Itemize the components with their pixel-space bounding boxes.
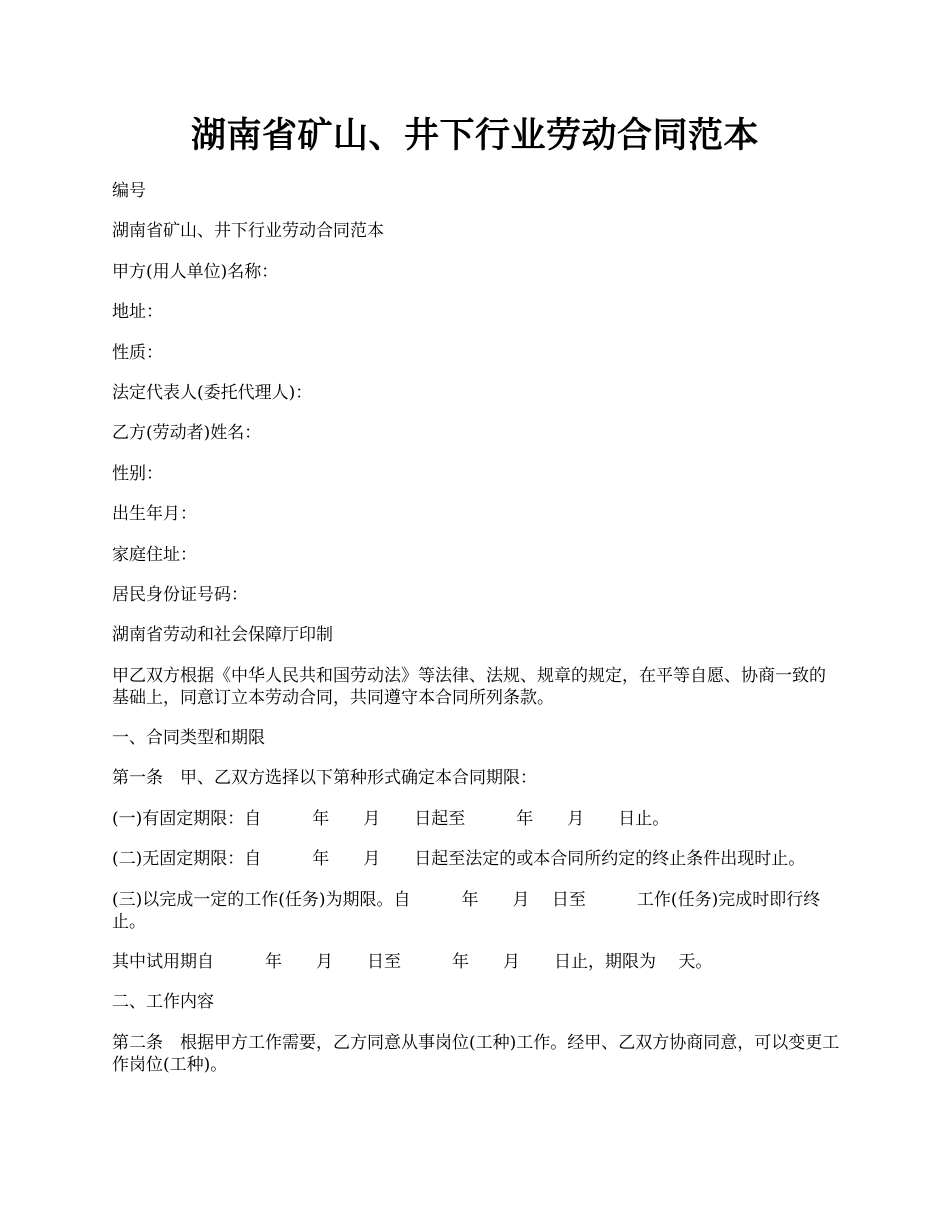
birth-date-field: 出生年月：: [112, 504, 197, 525]
serial-number-label: 编号: [112, 181, 146, 201]
article-1: 第一条 甲、乙双方选择以下第种形式确定本合同期限：: [112, 768, 537, 789]
section-heading-work-content: 二、工作内容: [112, 992, 214, 1013]
address-field: 地址：: [112, 302, 163, 323]
id-number-field: 居民身份证号码：: [112, 584, 248, 605]
probation-period: 其中试用期自 年 月 日至 年 月 日止，期限为 天。: [112, 952, 713, 973]
option-task-term: (三)以完成一定的工作(任务)为期限。自 年 月 日至 工作(任务)完成时即行终止。: [112, 889, 821, 932]
gender-field: 性别：: [112, 463, 163, 484]
party-b-name-field: 乙方(劳动者)姓名：: [112, 423, 262, 444]
home-address-field: 家庭住址：: [112, 544, 197, 565]
subtitle: 湖南省矿山、井下行业劳动合同范本: [112, 221, 384, 242]
article-2: 第二条 根据甲方工作需要，乙方同意从事岗位(工种)工作。经甲、乙双方协商同意，可以变更工作岗位(工种)。: [112, 1032, 840, 1075]
option-open-term: (二)无固定期限：自 年 月 日起至法定的或本合同所约定的终止条件出现时止。: [112, 849, 806, 870]
nature-field: 性质：: [112, 342, 163, 363]
document-title: 湖南省矿山、井下行业劳动合同范本: [190, 115, 759, 156]
legal-representative-field: 法定代表人(委托代理人)：: [112, 382, 313, 403]
option-fixed-term: (一)有固定期限：自 年 月 日起至 年 月 日止。: [112, 808, 670, 829]
section-heading-contract-type: 一、合同类型和期限: [112, 728, 265, 749]
party-a-name-field: 甲方(用人单位)名称：: [112, 261, 279, 282]
document-body: [112, 180, 840, 1094]
preamble-paragraph: 甲乙双方根据《中华人民共和国劳动法》等法律、法规、规章的规定，在平等自愿、协商一致的基础上，同意订立本劳动合同，共同遵守本合同所列条款。: [112, 665, 826, 708]
issuer-note: 湖南省劳动和社会保障厅印制: [112, 625, 333, 646]
